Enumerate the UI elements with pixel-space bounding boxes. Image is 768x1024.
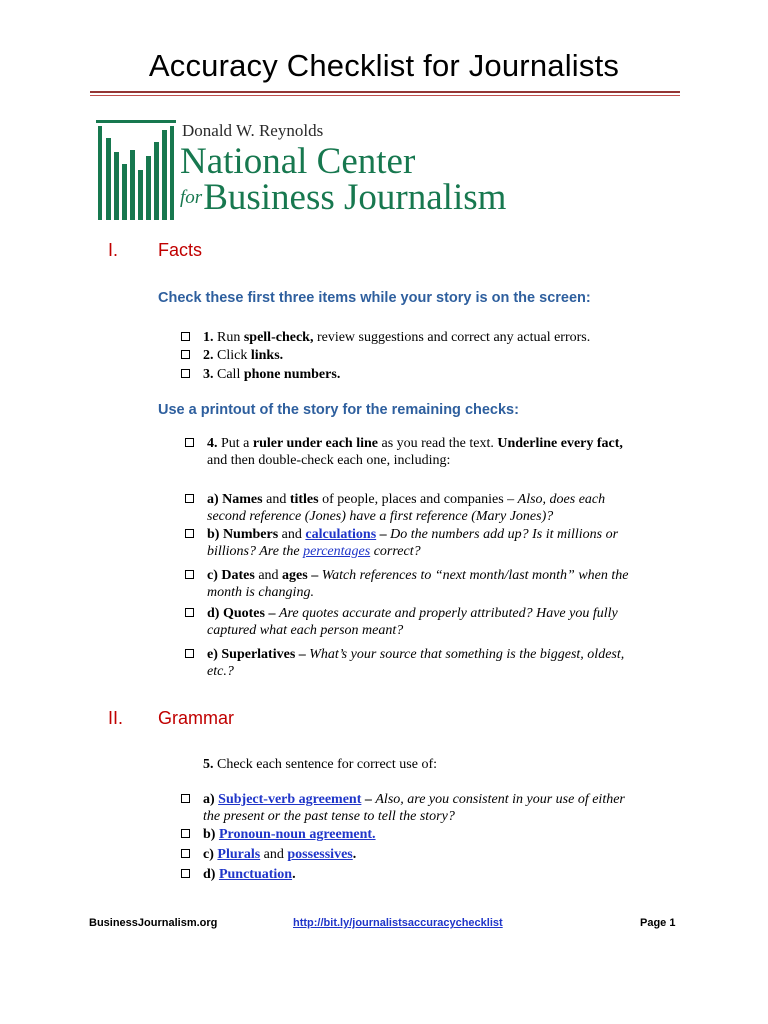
- page-title: Accuracy Checklist for Journalists: [148, 48, 620, 83]
- possessives-link[interactable]: possessives: [287, 847, 353, 862]
- checkbox-icon[interactable]: [181, 332, 190, 341]
- checkbox-icon[interactable]: [185, 570, 194, 579]
- logo-line-2: National Center: [180, 141, 416, 182]
- footer-page-number: Page 1: [640, 917, 676, 929]
- checkbox-icon[interactable]: [185, 649, 194, 658]
- title-rule: [90, 91, 680, 93]
- checkbox-icon[interactable]: [181, 369, 190, 378]
- checkbox-icon[interactable]: [181, 849, 190, 858]
- logo-line-1: Donald W. Reynolds: [182, 121, 324, 140]
- section-number-facts: I.: [108, 240, 119, 260]
- footer-short-link[interactable]: http://bit.ly/journalistsaccuracychecklist: [293, 917, 503, 929]
- percentages-link[interactable]: percentages: [303, 544, 371, 559]
- checkbox-icon[interactable]: [185, 529, 194, 538]
- checkbox-icon[interactable]: [185, 438, 194, 447]
- punctuation-link[interactable]: Punctuation: [218, 867, 293, 882]
- section-number-grammar: II.: [108, 708, 124, 728]
- checkbox-icon[interactable]: [181, 350, 190, 359]
- title-rule-thin: [90, 95, 680, 96]
- footer-site: BusinessJournalism.org: [89, 917, 218, 929]
- checkbox-icon[interactable]: [181, 829, 190, 838]
- subhead-printout: Use a printout of the story for the remaining checks:: [158, 402, 519, 418]
- logo-for: for: [180, 187, 203, 208]
- calculations-link[interactable]: calculations: [305, 527, 377, 542]
- plurals-link[interactable]: Plurals: [217, 847, 261, 862]
- logo-line-3: [180, 178, 506, 218]
- checkbox-icon[interactable]: [185, 608, 194, 617]
- section-title-grammar: Grammar: [158, 708, 234, 728]
- checklist-item-5: 5. Check each sentence for correct use of:: [203, 757, 437, 772]
- subhead-screen: Check these first three items while your story is on the screen:: [158, 290, 591, 306]
- section-title-facts: Facts: [158, 240, 203, 260]
- checkbox-icon[interactable]: [185, 494, 194, 503]
- subject-verb-link[interactable]: Subject-verb agreement: [218, 792, 362, 807]
- ncbj-logo: [96, 120, 516, 220]
- logo-line-3-text: Business Journalism: [203, 177, 507, 218]
- checkbox-icon[interactable]: [181, 869, 190, 878]
- pronoun-noun-link[interactable]: Pronoun-noun agreement.: [218, 827, 376, 842]
- checkbox-icon[interactable]: [181, 794, 190, 803]
- bar-chart-logo-icon: [96, 120, 176, 220]
